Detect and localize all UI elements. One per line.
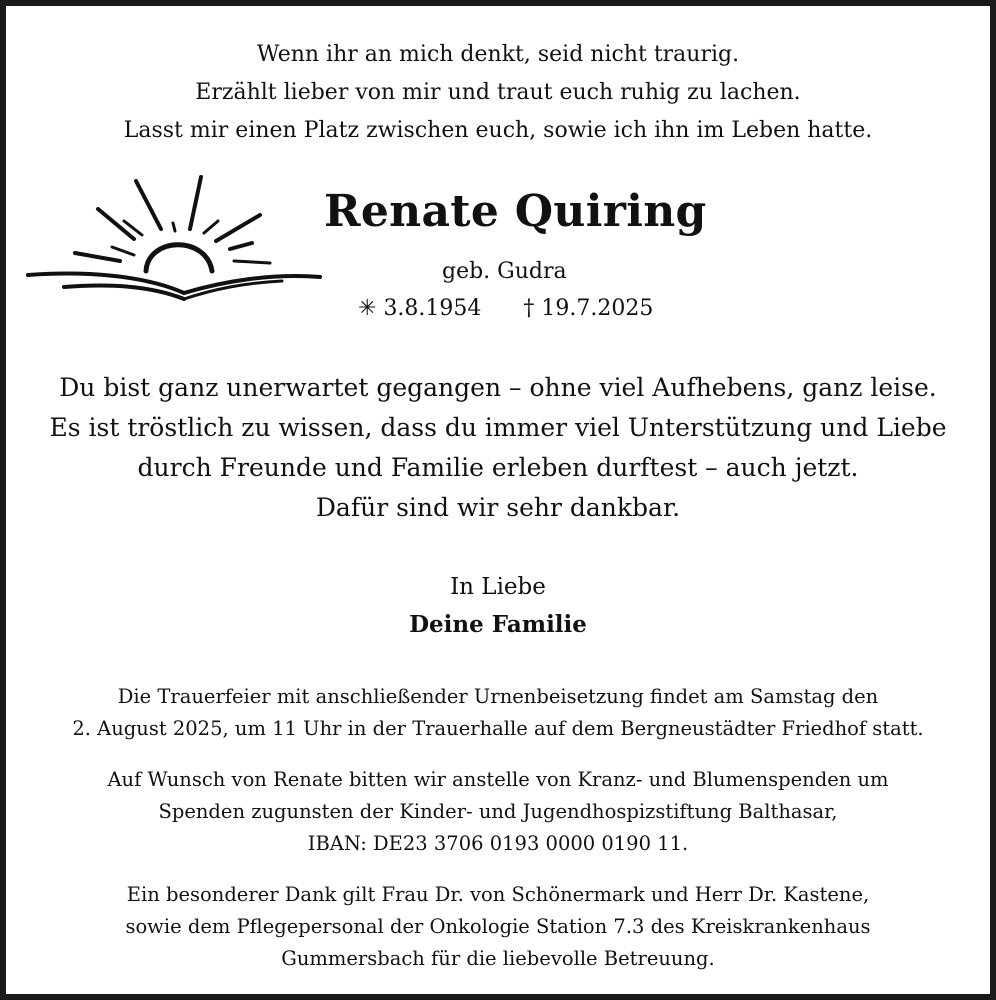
life-dates (358, 296, 653, 321)
signoff (6, 568, 990, 644)
thanks-line: Ein besonderer Dank gilt Frau Dr. von Schönermark und Herr Dr. Kastene, (126, 883, 870, 906)
donation-iban: IBAN: DE23 3706 0193 0000 0190 11. (307, 832, 689, 855)
birth-star-icon: ✳ (358, 296, 377, 321)
birth-date: 3.8.1954 (383, 296, 482, 321)
thanks-note (6, 879, 990, 975)
farewell-line: Du bist ganz unerwartet gegangen – ohne viel Aufhebens, ganz leise. (59, 373, 937, 402)
death-cross-icon: † (523, 296, 535, 321)
sunset-icon (24, 171, 326, 306)
death-date: 19.7.2025 (541, 296, 654, 321)
motto-poem (6, 36, 990, 150)
thanks-line: sowie dem Pflegepersonal der Onkologie Station 7.3 des Kreiskrankenhaus (125, 915, 871, 938)
donation-request (6, 764, 990, 860)
thanks-line: Gummersbach für die liebevolle Betreuung. (281, 947, 715, 970)
birth-name: geb. Gudra (442, 259, 567, 284)
service-line: 2. August 2025, um 11 Uhr in der Trauerhalle auf dem Bergneustädter Friedhof statt. (72, 717, 924, 740)
motto-line: Wenn ihr an mich denkt, seid nicht traurig. (256, 42, 740, 67)
signoff-family: Deine Familie (409, 611, 587, 638)
service-line: Die Trauerfeier mit anschließender Urnenbeisetzung findet am Samstag den (117, 685, 879, 708)
service-details (6, 681, 990, 745)
farewell-text (6, 368, 990, 528)
farewell-line: Dafür sind wir sehr dankbar. (315, 493, 681, 522)
motto-line: Erzählt lieber von mir und traut euch ruhig zu lachen. (195, 80, 801, 105)
farewell-line: Es ist tröstlich zu wissen, dass du immer viel Unterstützung und Liebe (49, 413, 947, 442)
donation-line: Auf Wunsch von Renate bitten wir anstelle von Kranz- und Blumenspenden um (107, 768, 889, 791)
donation-line: Spenden zugunsten der Kinder- und Jugendhospizstiftung Balthasar, (158, 800, 838, 823)
deceased-name: Renate Quiring (324, 186, 707, 237)
motto-line: Lasst mir einen Platz zwischen euch, sowie ich ihn im Leben hatte. (123, 118, 873, 143)
farewell-line: durch Freunde und Familie erleben durftest – auch jetzt. (137, 453, 859, 482)
signoff-greeting: In Liebe (450, 574, 546, 600)
